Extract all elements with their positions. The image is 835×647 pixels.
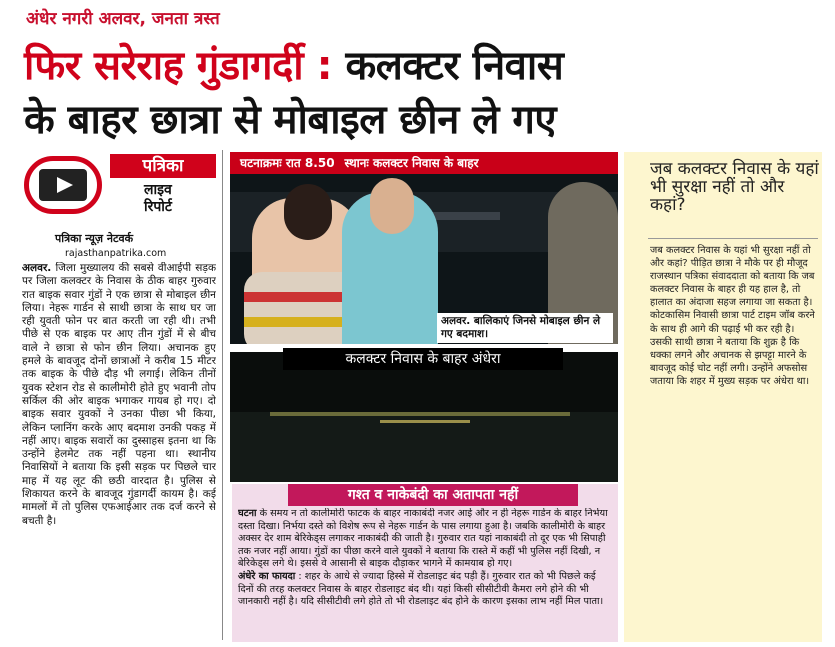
photo-header-bar bbox=[230, 152, 618, 174]
headline-line-2: के बाहर छात्रा से मोबाइल छीन ले गए bbox=[24, 97, 556, 143]
headline-red-part: फिर सरेराह गुंडागर्दी : bbox=[24, 43, 346, 89]
side-box-title: जब कलक्टर निवास के यहां भी सुरक्षा नहीं तो और कहां? bbox=[650, 159, 819, 215]
time-label: घटनाक्रमः रात 8.50 bbox=[240, 156, 335, 170]
left-story-body: जिला मुख्यालय की सबसे वीआईपी सड़क पर जिला कलक्टर के निवास के ठीक बाहर गुरुवार रात बाइक सवार गुंडों ने एक छात्रा से मोबाइल छीन लिया। नेहरू गार्डन से साथी छात्रा के साथ घर जा रही युवती फोन पर बात करती जा रही थी। तभी पीछे से एक बाइक पर आए तीन गुंडों में से बीच वाले ने छात्रा से फोन छीन लिया। अचानक हुए हमले के बावजूद दोनों छात्राओं ने करीब 15 मीटर तक बाइक के पीछे दौड़ भी लगाई। लेकिन तीनों युवक स्टेशन रोड से कालीमोरी होते हुए भवानी तोप सर्किल की ओर बाइक भगाकर गायब हो गए। दो बाइक सवार युवकों ने उनका पीछा भी किया, लेकिन प्लानिंग करके आए बदमाश उनकी पकड़ में नहीं आए। बाइक सवारों का दुस्साहस इतना था कि उन्होंने हेलमेट तक नहीं पहना था। स्थानीय निवासियों ने बताया कि इसी सड़क पर पिछले चार माह में यह लूट की छठी वारदात है। पुलिस से शिकायत करने के बावजूद गुंडागर्दी कायम है। कई मामलों में तो पुलिस एफआईआर तक दर्ज करने से बचती है। bbox=[22, 262, 216, 527]
play-icon bbox=[39, 169, 87, 201]
patrol-text-2: : शहर के आधे से ज्यादा हिस्से में रोडलाइट बंद पड़ी हैं। गुरुवार रात को भी पिछले कई दिनों की तरह कलक्टर निवास के बाहर रोडलाइट बंद थी। यहां किसी सीसीटीवी कैमरा लगे होने की भी जानकारी नहीं है। यदि सीसीटीवी लगे होते तो भी रोडलाइट बंद होने के कारण इसका लाभ नहीं मिल पाता। bbox=[238, 570, 604, 608]
distant-lights bbox=[270, 412, 570, 416]
play-ring-icon bbox=[24, 156, 102, 214]
patrol-text-1: के समय न तो कालीमोरी फाटक के बाहर नाकाबंदी नजर आई और न ही नेहरू गार्डन के बाहर निर्भया दस्ता दिखा। निर्भया दस्ते को विशेष रूप से नेहरू गार्डन के पास लगाया हुआ है। जबकि कालीमोरी के बाहर अक्सर देर शाम बेरिकेड्स लगाकर नाकाबंदी की जाती है। गुरुवार रात यहां नाकाबंदी तो दूर एक भी सिपाही तक नजर नहीं आया। गुंडों का पीछा करने वाले युवकों ने बताया कि रास्ते में कहीं भी पुलिस नहीं दिखी, न बेरिकेड्स लगे थे। इससे वे आसानी से बाइक दौड़ाकर भागने में कामयाब हो गए। bbox=[238, 508, 608, 570]
live-report-label bbox=[144, 182, 234, 216]
side-box-text: जब कलक्टर निवास के यहां भी सुरक्षा नहीं तो और कहां? पीड़ित छात्रा ने मौके पर ही मौजूद राजस्थान पत्रिका संवाददाता को बताया कि जब कलक्टर निवास के बाहर ही यह हाल है, तो हालात का अंदाजा सहज लगाया जा सकता है। कोटकासिम निवासी छात्रा पार्ट टाइम जॉब करने के साथ ही आगे की पढ़ाई भी कर रही है। उसकी साथी छात्रा ने बताया कि शुक्र है कि धक्का लगने और अचानक से झपट्टा मारने के बावजूद कोई चोट नहीं लगी। उन्होंने अफसोस जताया कि शहर में मुख्य सड़क पर अंधेरा था। bbox=[650, 245, 815, 387]
headline-black-part: कलक्टर निवास bbox=[345, 43, 564, 89]
photo-caption: अलवर. बालिकाएं जिनसे मोबाइल छीन ले गए बदमाश। bbox=[437, 313, 613, 343]
play-triangle-icon bbox=[57, 177, 73, 193]
column-divider bbox=[222, 150, 223, 640]
patrol-box-title: गश्त व नाकेबंदी का अतापता नहीं bbox=[288, 484, 578, 506]
patrol-lead-1: घटना bbox=[238, 508, 257, 519]
headline-line-1 bbox=[24, 36, 563, 91]
dark-road-photo bbox=[230, 352, 618, 482]
patrol-box-text bbox=[238, 508, 610, 642]
place-label: स्थानः कलक्टर निवास के बाहर bbox=[344, 156, 479, 170]
left-story-text bbox=[22, 262, 216, 642]
byline-agency: पत्रिका न्यूज़ नेटवर्क bbox=[55, 232, 134, 245]
light-streak bbox=[380, 420, 470, 423]
side-box-divider bbox=[648, 238, 818, 239]
dateline: अलवर. bbox=[22, 262, 52, 274]
face-girl-2 bbox=[370, 178, 414, 234]
patrol-lead-2: अंधेरे का फायदा bbox=[238, 570, 296, 582]
live-report-badge bbox=[20, 150, 216, 222]
live-label: लाइव bbox=[144, 182, 172, 198]
kicker-line: अंधेर नगरी अलवर, जनता त्रस्त bbox=[26, 9, 220, 29]
night-photo-title: कलक्टर निवास के बाहर अंधेरा bbox=[283, 348, 563, 370]
report-label: रिपोर्ट bbox=[144, 199, 172, 215]
byline-website: rajasthanpatrika.com bbox=[65, 248, 167, 259]
patrika-brand-label: पत्रिका bbox=[110, 154, 216, 178]
hair-girl-1 bbox=[284, 184, 332, 240]
side-box bbox=[624, 152, 822, 642]
